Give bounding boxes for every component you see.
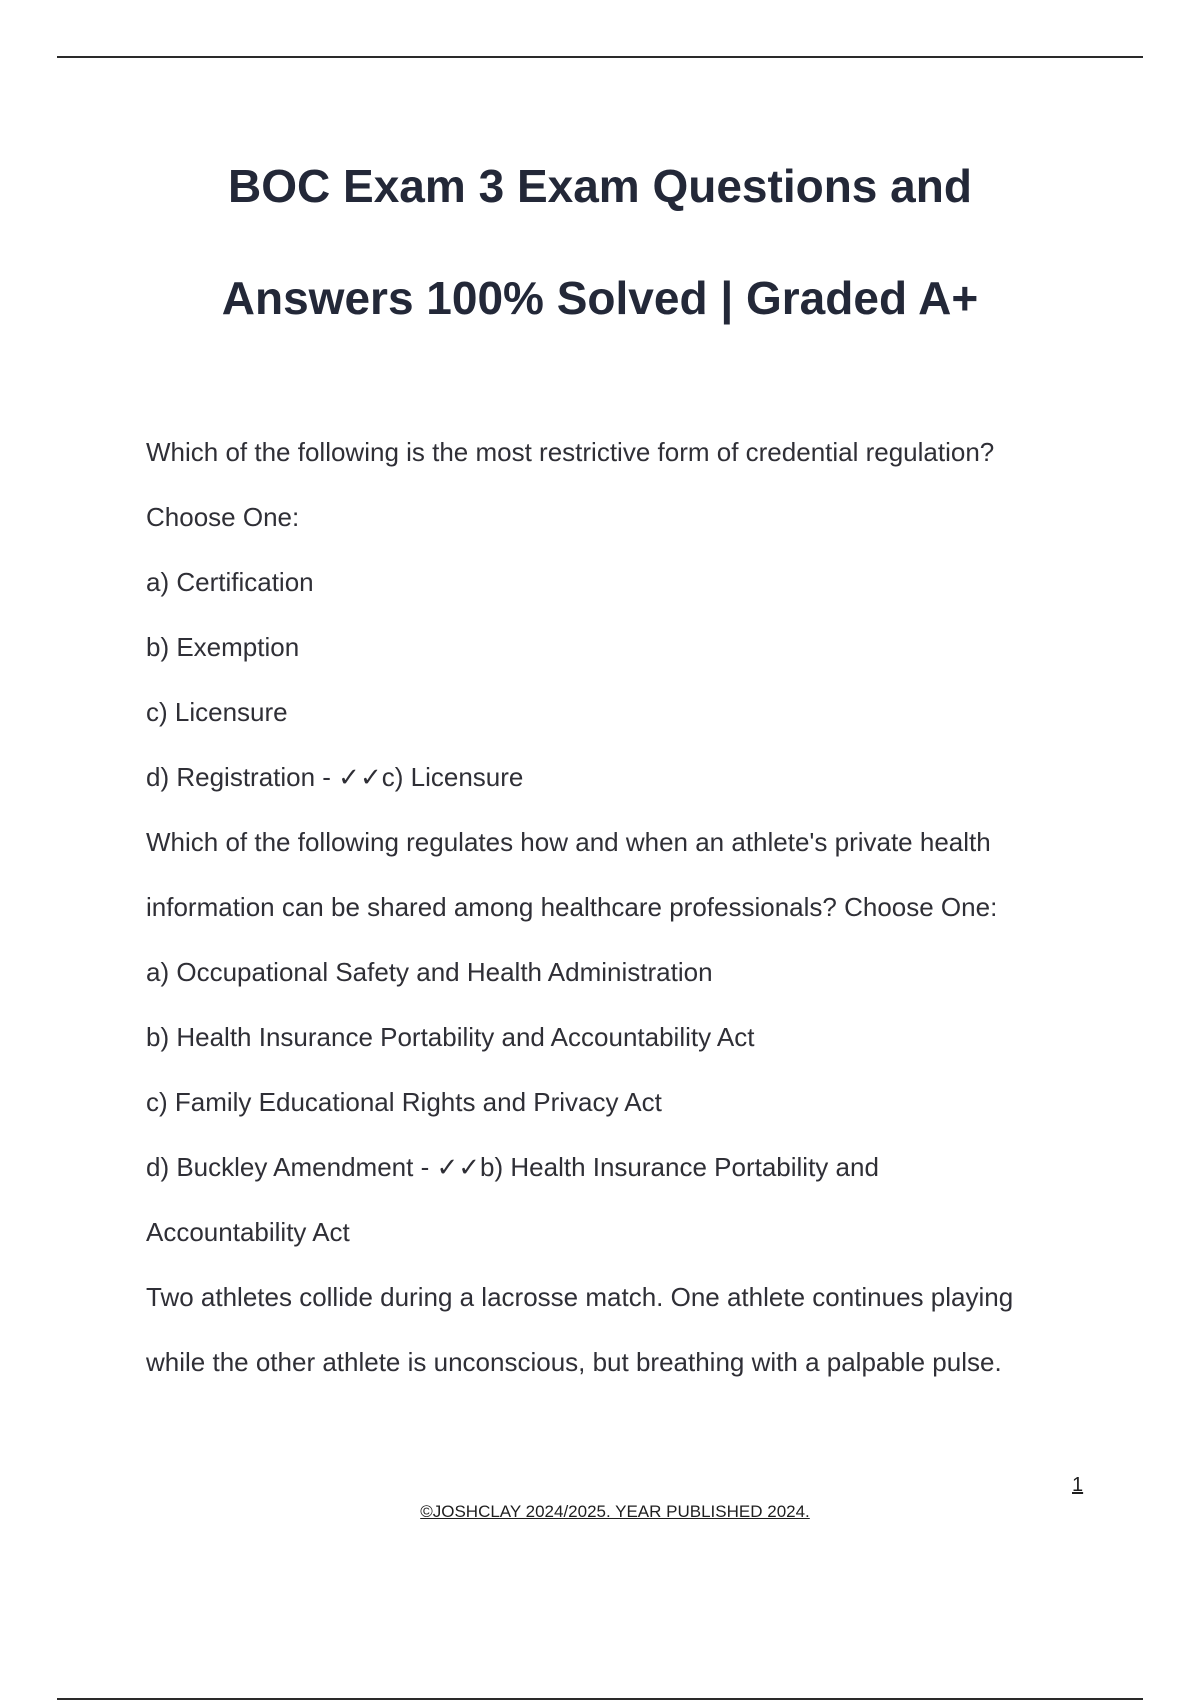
page-number: 1 [1072, 1474, 1084, 1496]
question-2-text-line-1: Which of the following regulates how and when an athlete's private health [146, 827, 991, 857]
title-line-1: BOC Exam 3 Exam Questions and [228, 160, 972, 212]
question-2-text-line-2: information can be shared among healthcare professionals? Choose One: [146, 892, 998, 922]
question-3-text-line-2: while the other athlete is unconscious, but breathing with a palpable pulse. [146, 1347, 1002, 1377]
question-1-text-line-2: Choose One: [146, 502, 300, 532]
question-2-answer-continuation: Accountability Act [146, 1217, 350, 1247]
question-1-option-d-answer: d) Registration - ✓✓c) Licensure [146, 762, 524, 792]
question-1-option-b: b) Exemption [146, 632, 300, 662]
document-body [146, 420, 1106, 1395]
question-2-option-b: b) Health Insurance Portability and Accountability Act [146, 1022, 755, 1052]
document-title [100, 130, 1100, 354]
question-1-option-a: a) Certification [146, 567, 314, 597]
question-1-text-line-1: Which of the following is the most restrictive form of credential regulation? [146, 437, 995, 467]
title-line-2: Answers 100% Solved | Graded A+ [221, 272, 979, 324]
question-2-option-d-answer: d) Buckley Amendment - ✓✓b) Health Insurance Portability and [146, 1152, 879, 1182]
top-divider [57, 56, 1143, 58]
question-1-option-c: c) Licensure [146, 697, 288, 727]
copyright-footer: ©JOSHCLAY 2024/2025. YEAR PUBLISHED 2024. [420, 1502, 810, 1521]
question-2-option-c: c) Family Educational Rights and Privacy Act [146, 1087, 662, 1117]
question-2-option-a: a) Occupational Safety and Health Administration [146, 957, 713, 987]
question-3-text-line-1: Two athletes collide during a lacrosse match. One athlete continues playing [146, 1282, 1014, 1312]
